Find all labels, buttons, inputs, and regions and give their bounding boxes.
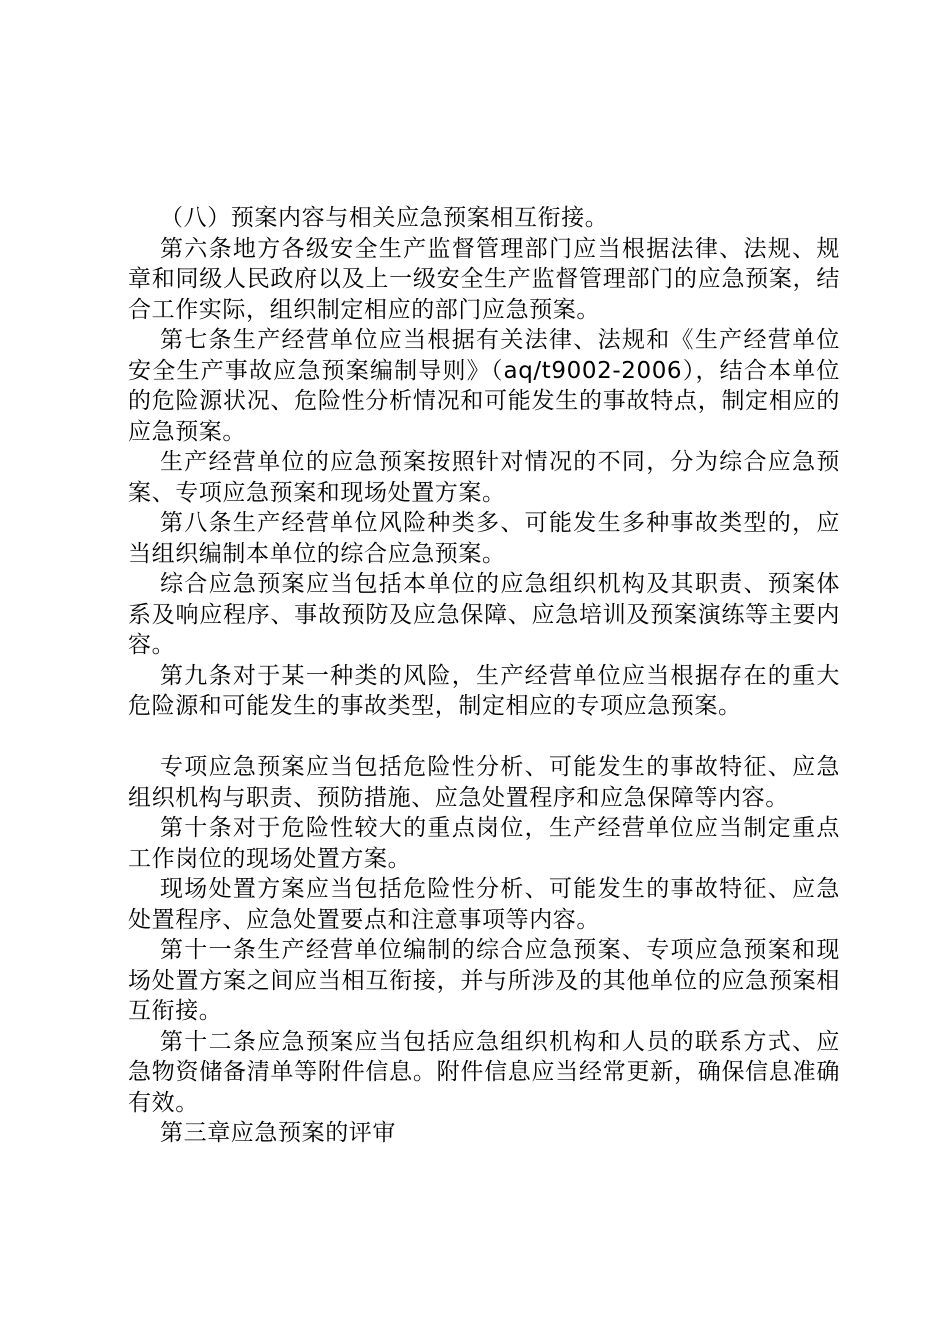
paragraph-plan-types: 生产经营单位的应急预案按照针对情况的不同，分为综合应急预案、专项应急预案和现场处置方案。	[128, 449, 840, 506]
paragraph-article-8: 第八条生产经营单位风险种类多、可能发生多种事故类型的，应当组织编制本单位的综合应急预案。	[128, 510, 840, 567]
paragraph-comprehensive-plan: 综合应急预案应当包括本单位的应急组织机构及其职责、预案体系及响应程序、事故预防及应急保障、应急培训及预案演练等主要内容。	[128, 571, 840, 658]
paragraph-article-6: 第六条地方各级安全生产监督管理部门应当根据法律、法规、规章和同级人民政府以及上一级安全生产监督管理部门的应急预案，结合工作实际，组织制定相应的部门应急预案。	[128, 235, 840, 323]
paragraph-article-7: 第七条生产经营单位应当根据有关法律、法规和《生产经营单位安全生产事故应急预案编制导则》（aq/t9002-2006），结合本单位的危险源状况、危险性分析情况和可能发生的事故特点，制定相应的应急预案。	[128, 327, 840, 445]
chapter-3-heading: 第三章应急预案的评审	[160, 1120, 396, 1146]
paragraph-article-9: 第九条对于某一种类的风险，生产经营单位应当根据存在的重大危险源和可能发生的事故类型，制定相应的专项应急预案。	[128, 662, 840, 719]
paragraph-special-plan: 专项应急预案应当包括危险性分析、可能发生的事故特征、应急组织机构与职责、预防措施、应急处置程序和应急保障等内容。	[128, 754, 840, 811]
paragraph-article-11: 第十一条生产经营单位编制的综合应急预案、专项应急预案和现场处置方案之间应当相互衔接，并与所涉及的其他单位的应急预案相互衔接。	[128, 937, 840, 1024]
paragraph-article-10: 第十条对于危险性较大的重点岗位，生产经营单位应当制定重点工作岗位的现场处置方案。	[128, 815, 840, 872]
blank-line	[128, 722, 840, 753]
paragraph-onsite-plan: 现场处置方案应当包括危险性分析、可能发生的事故特征、应急处置程序、应急处置要点和注意事项等内容。	[128, 876, 840, 933]
paragraph-article-12: 第十二条应急预案应当包括应急组织机构和人员的联系方式、应急物资储备清单等附件信息。附件信息应当经常更新，确保信息准确有效。	[128, 1028, 840, 1116]
paragraph-item-8: （八）预案内容与相关应急预案相互衔接。	[160, 205, 609, 231]
document-body	[128, 203, 840, 1149]
